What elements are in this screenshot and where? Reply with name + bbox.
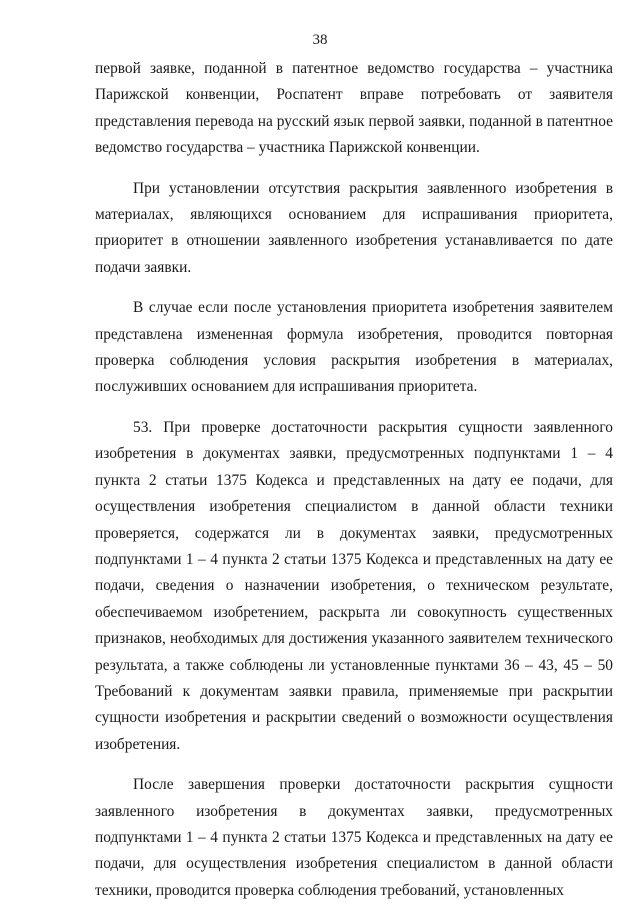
page-number: 38	[312, 32, 328, 48]
paragraph-after-check: После завершения проверки достаточности раскрытия сущности заявленного изобретения в документах заявки, предусмотренных подпунктами 1 – 4 пункта 2 статьи 1375 Кодекса и представленных на дату ее подачи, для осуществления изобретения специалистом в данной области техники, проводится проверка соблюдения требований, установленных	[95, 776, 613, 899]
paragraph-item-53: 53. При проверке достаточности раскрытия сущности заявленного изобретения в документах заявки, предусмотренных подпунктами 1 – 4 пункта 2 статьи 1375 Кодекса и представленных на дату ее подачи, для осуществления изобретения специалистом в данной области техники проверяется, содержатся ли в документах заявки, предусмотренных подпунктами 1 – 4 пункта 2 статьи 1375 Кодекса и представленных на дату ее подачи, сведения о назначении изобретения, о техническом результате, обеспечиваемом изобретением, раскрыта ли совокупность существенных признаков, необходимых для достижения указанного заявителем технического результата, а также соблюдены ли установленные пунктами 36 – 43, 45 – 50 Требований к документам заявки правила, применяемые при раскрытии сущности изобретения и раскрытии сведений о возможности осуществления изобретения.	[95, 418, 613, 753]
paragraph-continuation: первой заявке, поданной в патентное ведомство государства – участника Парижской конвенции, Роспатент вправе потребовать от заявителя представления перевода на русский язык первой заявки, поданной в патентное ведомство государства – участника Парижской конвенции.	[95, 60, 613, 157]
paragraph-priority-absence: При установлении отсутствия раскрытия заявленного изобретения в материалах, являющихся основанием для испрашивания приоритета, приоритет в отношении заявленного изобретения устанавливается по дате подачи заявки.	[95, 179, 613, 276]
paragraph-amended-claims: В случае если после установления приоритета изобретения заявителем представлена измененная формула изобретения, проводится повторная проверка соблюдения условия раскрытия изобретения в материалах, послуживших основанием для испрашивания приоритета.	[95, 299, 613, 396]
page-body	[95, 56, 613, 918]
